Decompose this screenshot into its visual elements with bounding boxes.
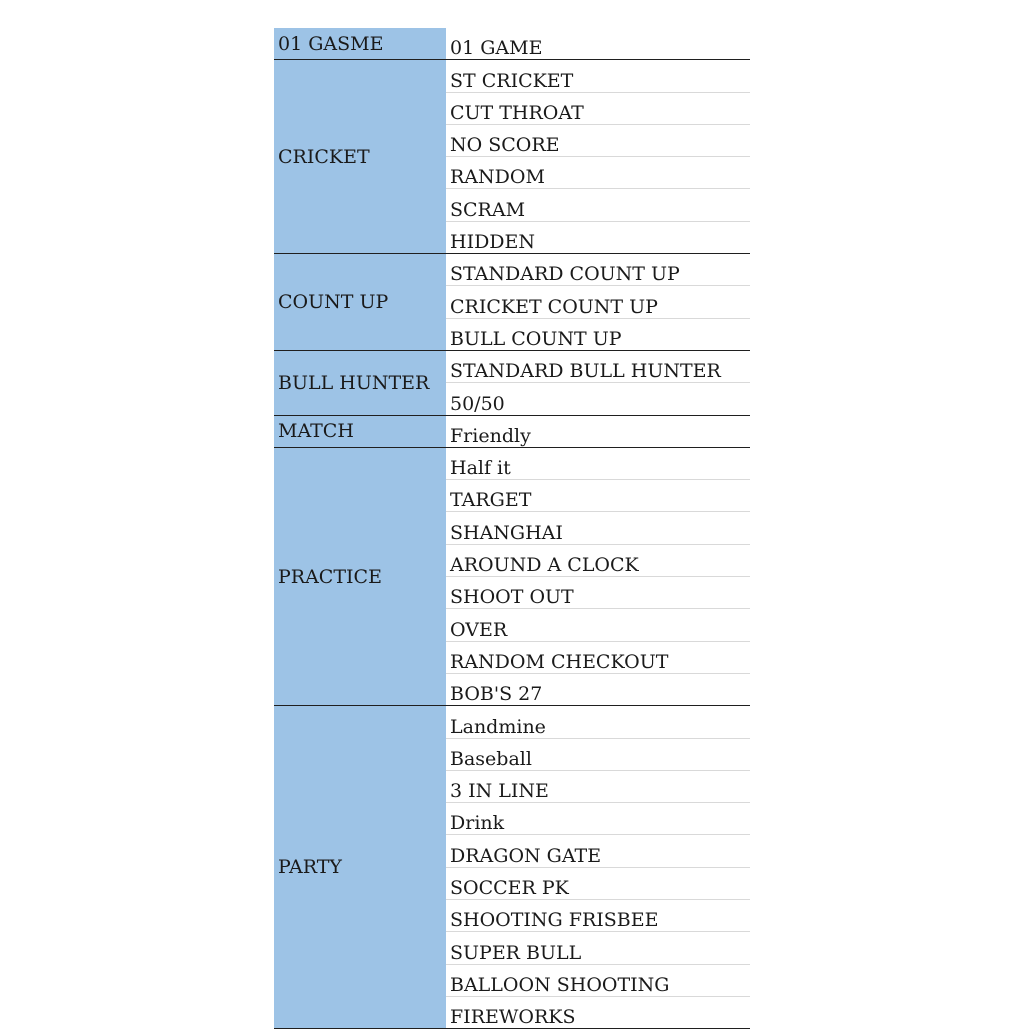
category-cell: PRACTICE [274, 447, 446, 705]
game-mode-cell: BOB'S 27 [446, 673, 750, 705]
category-cell: BULL HUNTER [274, 350, 446, 415]
game-mode-cell: SHANGHAI [446, 512, 750, 544]
table-row [274, 254, 750, 286]
game-mode-cell: AROUND A CLOCK [446, 544, 750, 576]
category-cell: COUNT UP [274, 254, 446, 351]
game-mode-cell: CUT THROAT [446, 92, 750, 124]
game-mode-cell: NO SCORE [446, 124, 750, 156]
table-row [274, 447, 750, 479]
game-mode-cell: RANDOM CHECKOUT [446, 641, 750, 673]
game-mode-cell: RANDOM [446, 157, 750, 189]
game-mode-cell: Friendly [446, 415, 750, 447]
table-row [274, 706, 750, 738]
game-mode-cell: OVER [446, 609, 750, 641]
game-mode-cell: 3 IN LINE [446, 770, 750, 802]
game-mode-cell: BULL COUNT UP [446, 318, 750, 350]
game-mode-table [274, 28, 750, 1029]
game-mode-cell: 01 GAME [446, 28, 750, 60]
game-mode-cell: SOCCER PK [446, 867, 750, 899]
game-mode-cell: TARGET [446, 480, 750, 512]
game-mode-cell: DRAGON GATE [446, 835, 750, 867]
game-mode-cell: Baseball [446, 738, 750, 770]
game-mode-cell: ST CRICKET [446, 60, 750, 92]
game-mode-cell: STANDARD BULL HUNTER [446, 350, 750, 382]
table-row [274, 350, 750, 382]
game-mode-cell: SHOOTING FRISBEE [446, 900, 750, 932]
game-mode-cell: BALLOON SHOOTING [446, 964, 750, 996]
game-mode-table-body [274, 28, 750, 1029]
game-mode-cell: Landmine [446, 706, 750, 738]
game-mode-cell: Drink [446, 803, 750, 835]
table-row [274, 415, 750, 447]
game-mode-cell: SUPER BULL [446, 932, 750, 964]
game-mode-cell: Half it [446, 447, 750, 479]
table-row [274, 60, 750, 92]
game-mode-cell: STANDARD COUNT UP [446, 254, 750, 286]
category-cell: PARTY [274, 706, 446, 1029]
game-mode-cell: HIDDEN [446, 221, 750, 253]
category-cell: MATCH [274, 415, 446, 447]
game-mode-cell: CRICKET COUNT UP [446, 286, 750, 318]
game-mode-cell: SHOOT OUT [446, 577, 750, 609]
game-mode-cell: 50/50 [446, 383, 750, 415]
game-mode-cell: FIREWORKS [446, 996, 750, 1028]
game-mode-cell: SCRAM [446, 189, 750, 221]
category-cell: 01 GASME [274, 28, 446, 60]
table-row [274, 28, 750, 60]
category-cell: CRICKET [274, 60, 446, 254]
